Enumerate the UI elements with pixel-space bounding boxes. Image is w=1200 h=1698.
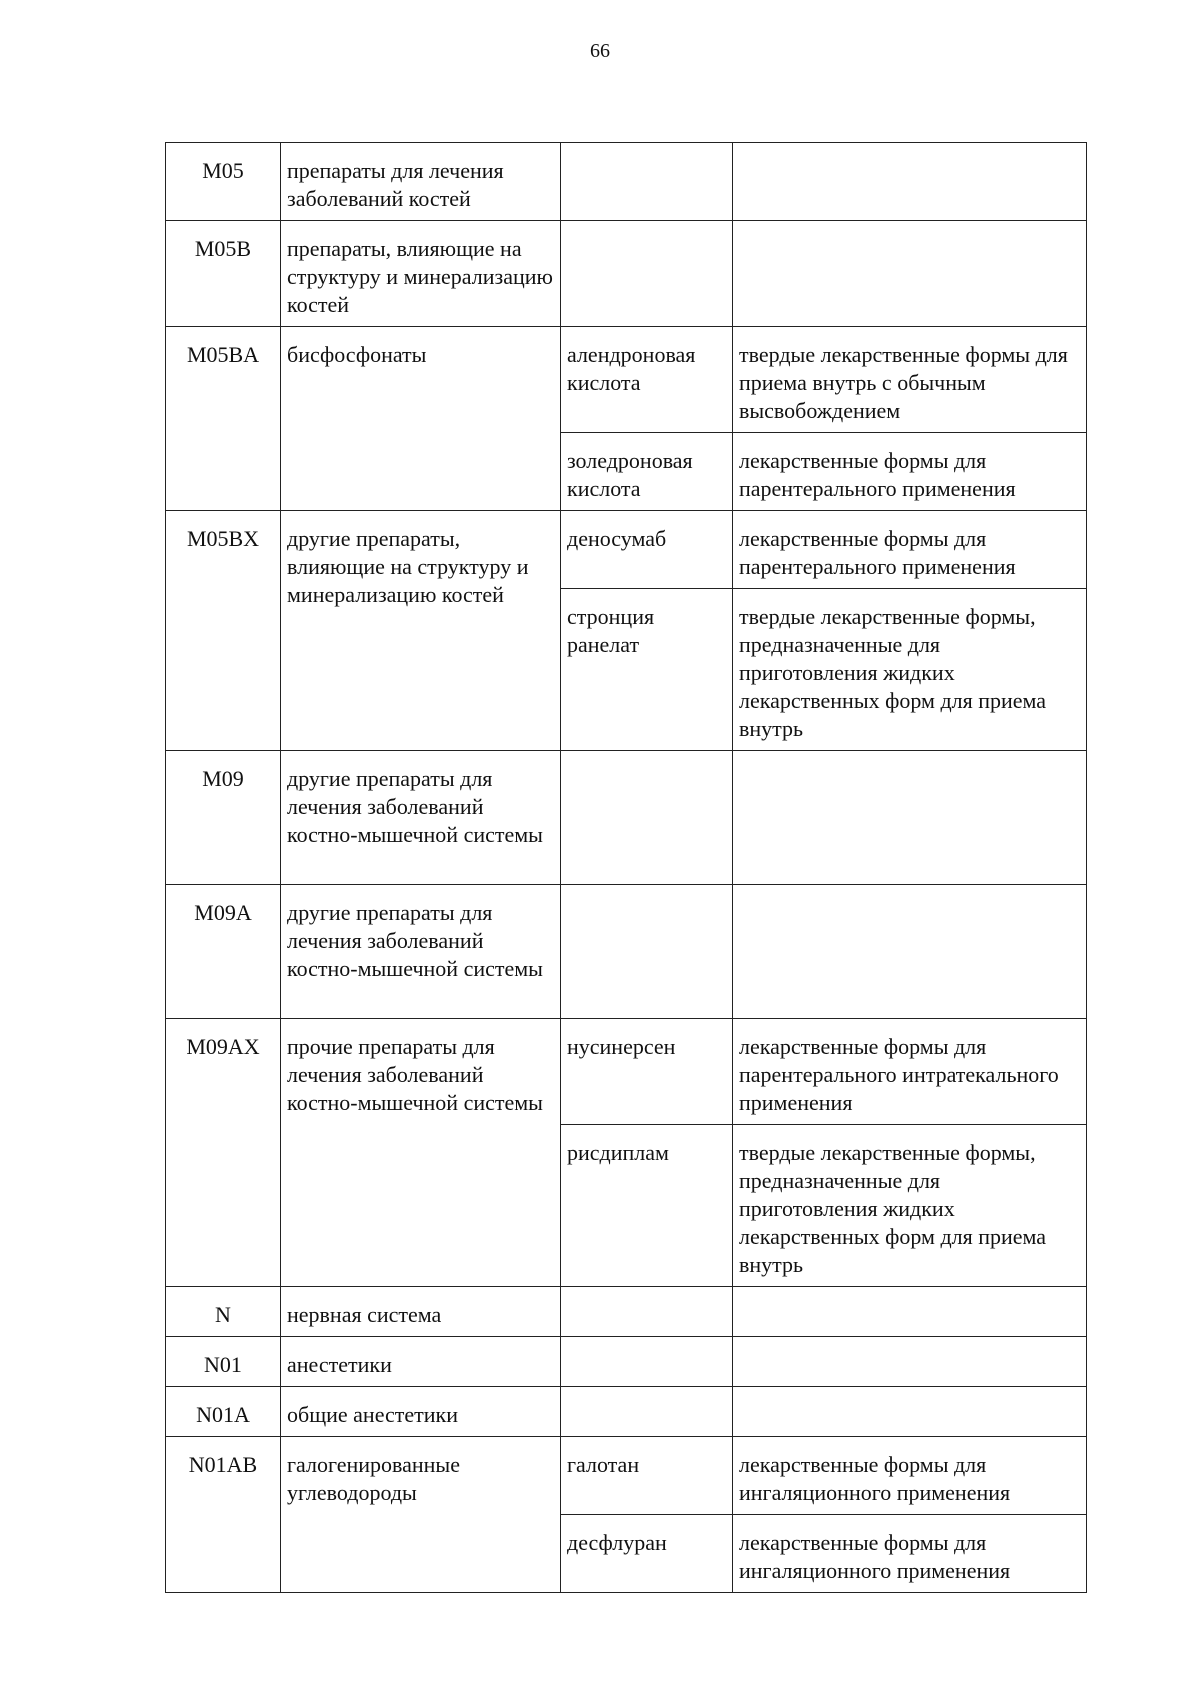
atc-group-cell: препараты для лечения заболеваний костей xyxy=(281,143,561,221)
empty-drug-name-cell xyxy=(561,1287,733,1337)
dosage-form-cell: лекарственные формы для парентерального применения xyxy=(733,433,1087,511)
atc-group-cell: бисфосфонаты xyxy=(281,327,561,511)
atc-code-cell: N xyxy=(166,1287,281,1337)
atc-group-cell: препараты, влияющие на структуру и минерализацию костей xyxy=(281,221,561,327)
atc-code-cell: N01 xyxy=(166,1337,281,1387)
dosage-form-cell: твердые лекарственные формы, предназначенные для приготовления жидких лекарственных форм для приема внутрь xyxy=(733,589,1087,751)
atc-code-cell: M05B xyxy=(166,221,281,327)
drug-name-cell: стронция ранелат xyxy=(561,589,733,751)
atc-group-cell: другие препараты, влияющие на структуру и минерализацию костей xyxy=(281,511,561,751)
atc-code-cell: N01A xyxy=(166,1387,281,1437)
atc-group-cell: общие анестетики xyxy=(281,1387,561,1437)
table-row xyxy=(166,511,1087,589)
table-row xyxy=(166,1019,1087,1125)
empty-drug-name-cell xyxy=(561,1337,733,1387)
drug-name-cell: нусинерсен xyxy=(561,1019,733,1125)
empty-dosage-form-cell xyxy=(733,1337,1087,1387)
table-row xyxy=(166,1387,1087,1437)
empty-drug-name-cell xyxy=(561,1387,733,1437)
table-row xyxy=(166,327,1087,433)
drug-name-cell: деносумаб xyxy=(561,511,733,589)
table-row xyxy=(166,1287,1087,1337)
empty-dosage-form-cell xyxy=(733,885,1087,1019)
dosage-form-cell: твердые лекарственные формы, предназначенные для приготовления жидких лекарственных форм для приема внутрь xyxy=(733,1125,1087,1287)
empty-drug-name-cell xyxy=(561,885,733,1019)
atc-group-cell: прочие препараты для лечения заболеваний костно-мышечной системы xyxy=(281,1019,561,1287)
page-number: 66 xyxy=(590,40,610,62)
drug-name-cell: десфлуран xyxy=(561,1515,733,1593)
drug-name-cell: рисдиплам xyxy=(561,1125,733,1287)
empty-dosage-form-cell xyxy=(733,221,1087,327)
dosage-form-cell: твердые лекарственные формы для приема внутрь с обычным высвобождением xyxy=(733,327,1087,433)
atc-group-cell: другие препараты для лечения заболеваний костно-мышечной системы xyxy=(281,751,561,885)
dosage-form-cell: лекарственные формы для ингаляционного применения xyxy=(733,1437,1087,1515)
empty-dosage-form-cell xyxy=(733,751,1087,885)
atc-code-cell: M05BA xyxy=(166,327,281,511)
atc-group-cell: другие препараты для лечения заболеваний костно-мышечной системы xyxy=(281,885,561,1019)
empty-drug-name-cell xyxy=(561,751,733,885)
drug-name-cell: золедроновая кислота xyxy=(561,433,733,511)
atc-code-cell: N01AB xyxy=(166,1437,281,1593)
atc-group-cell: нервная система xyxy=(281,1287,561,1337)
atc-code-cell: M09A xyxy=(166,885,281,1019)
atc-drug-table xyxy=(165,142,1087,1593)
table-row xyxy=(166,143,1087,221)
atc-group-cell: галогенированные углеводороды xyxy=(281,1437,561,1593)
empty-drug-name-cell xyxy=(561,221,733,327)
table-row xyxy=(166,751,1087,885)
atc-table-body xyxy=(166,143,1087,1593)
table-row xyxy=(166,1337,1087,1387)
table-row xyxy=(166,1437,1087,1515)
empty-dosage-form-cell xyxy=(733,1387,1087,1437)
atc-code-cell: M05BX xyxy=(166,511,281,751)
table-row xyxy=(166,221,1087,327)
dosage-form-cell: лекарственные формы для парентерального применения xyxy=(733,511,1087,589)
empty-dosage-form-cell xyxy=(733,1287,1087,1337)
drug-name-cell: алендроновая кислота xyxy=(561,327,733,433)
table-row xyxy=(166,885,1087,1019)
atc-code-cell: M09AX xyxy=(166,1019,281,1287)
empty-drug-name-cell xyxy=(561,143,733,221)
drug-name-cell: галотан xyxy=(561,1437,733,1515)
empty-dosage-form-cell xyxy=(733,143,1087,221)
atc-group-cell: анестетики xyxy=(281,1337,561,1387)
dosage-form-cell: лекарственные формы для парентерального интратекального применения xyxy=(733,1019,1087,1125)
atc-code-cell: M09 xyxy=(166,751,281,885)
dosage-form-cell: лекарственные формы для ингаляционного применения xyxy=(733,1515,1087,1593)
atc-code-cell: M05 xyxy=(166,143,281,221)
